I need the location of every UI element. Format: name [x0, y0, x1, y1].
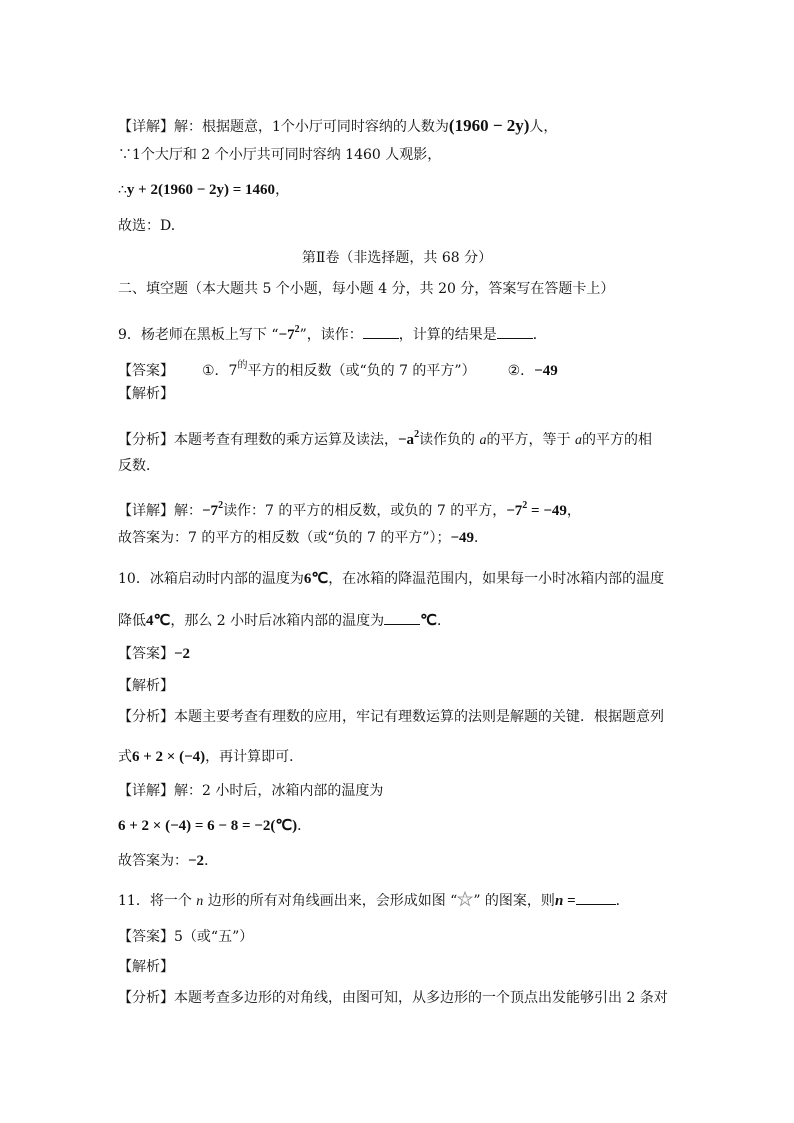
analysis-line-1: 【分析】本题主要考查有理数的应用，牢记有理数运算的法则是解题的关键．根据题意列: [118, 709, 664, 725]
equation: y + 2(1960 − 2y) = 1460: [126, 182, 276, 198]
question-9: 9．杨老师在黑板上写下 “$-7^2$”，读作： ，计算的结果是 ．: [118, 324, 547, 343]
analysis-line-1: 【分析】本题考查有理数的乘方运算及读法，$-a^2$读作负的 a的平方，等于 a的平方的相: [118, 429, 652, 448]
question-11: 11．将一个 n 边形的所有对角线画出来，会形成如图 “ ” 的图案，则n = ．: [118, 890, 630, 912]
star-outline-icon: [457, 891, 473, 907]
formula: $-7^2$: [278, 324, 300, 343]
question-10-line-2: 降低4℃，那么 2 小时后冰箱内部的温度为 ℃．: [118, 610, 451, 631]
answer-blank: [576, 890, 616, 905]
detail-line-1: 【详解】解：根据题意，1个小厅可同时容纳的人数为(1960 − 2y)人，: [118, 116, 558, 135]
answer-blank: [497, 324, 533, 339]
formula: (1960 − 2y): [448, 116, 530, 135]
detail-line-2: ∵1个大厅和 2 个小厅共可同时容纳 1460 人观影，: [118, 147, 442, 163]
answer-blank: [363, 324, 399, 339]
answer-blank: [384, 610, 420, 625]
final-answer: 故答案为：7 的平方的相反数（或“负的 7 的平方”）；−49．: [118, 530, 489, 546]
analysis-line-2: 式6 + 2 × (−4)，再计算即可．: [118, 749, 304, 765]
answer-line: 【答案】 ①．$7^的$平方的相反数（或“负的 7 的平方”） ②．−49: [118, 360, 558, 379]
analysis-tag: 【解析】: [118, 678, 174, 694]
detail-line: 【详解】解：$-7^2$读作：7 的平方的相反数，或负的 7 的平方，$-7^2 = -49$，: [118, 500, 581, 519]
question-10-line-1: 10．冰箱启动时内部的温度为6℃，在冰箱的降温范围内，如果每一小时冰箱内部的温度: [118, 571, 665, 587]
detail-equation: 6 + 2 × (−4) = 6 − 8 = −2(℃)．: [118, 818, 312, 834]
analysis-tag: 【解析】: [118, 959, 174, 975]
choice-answer: 故选：D.: [118, 218, 176, 234]
analysis-line-2: 反数．: [118, 458, 160, 474]
answer-line: 【答案】−2: [118, 646, 191, 662]
final-answer: 故答案为：−2．: [118, 853, 219, 869]
section-subtitle: 二、填空题（本大题共 5 个小题，每小题 4 分，共 20 分，答案写在答题卡上）: [118, 281, 615, 297]
analysis-tag: 【解析】: [118, 386, 174, 402]
formula: $-a^2$: [398, 429, 420, 448]
formula: 6 + 2 × (−4): [132, 749, 206, 765]
detail-line-3: ∴y + 2(1960 − 2y) = 1460，: [118, 182, 290, 198]
detail-tag: 【详解】: [118, 119, 174, 135]
section-title: 第Ⅱ卷（非选择题，共 68 分）: [301, 250, 493, 266]
answer-line: 【答案】5（或“五”）: [118, 929, 254, 945]
analysis-line-1: 【分析】本题考查多边形的对角线，由图可知，从多边形的一个顶点出发能够引出 2 条对: [118, 990, 668, 1006]
detail-line: 【详解】解：2 小时后，冰箱内部的温度为: [118, 783, 384, 799]
equation: 6 + 2 × (−4) = 6 − 8 = −2(℃): [118, 818, 298, 834]
